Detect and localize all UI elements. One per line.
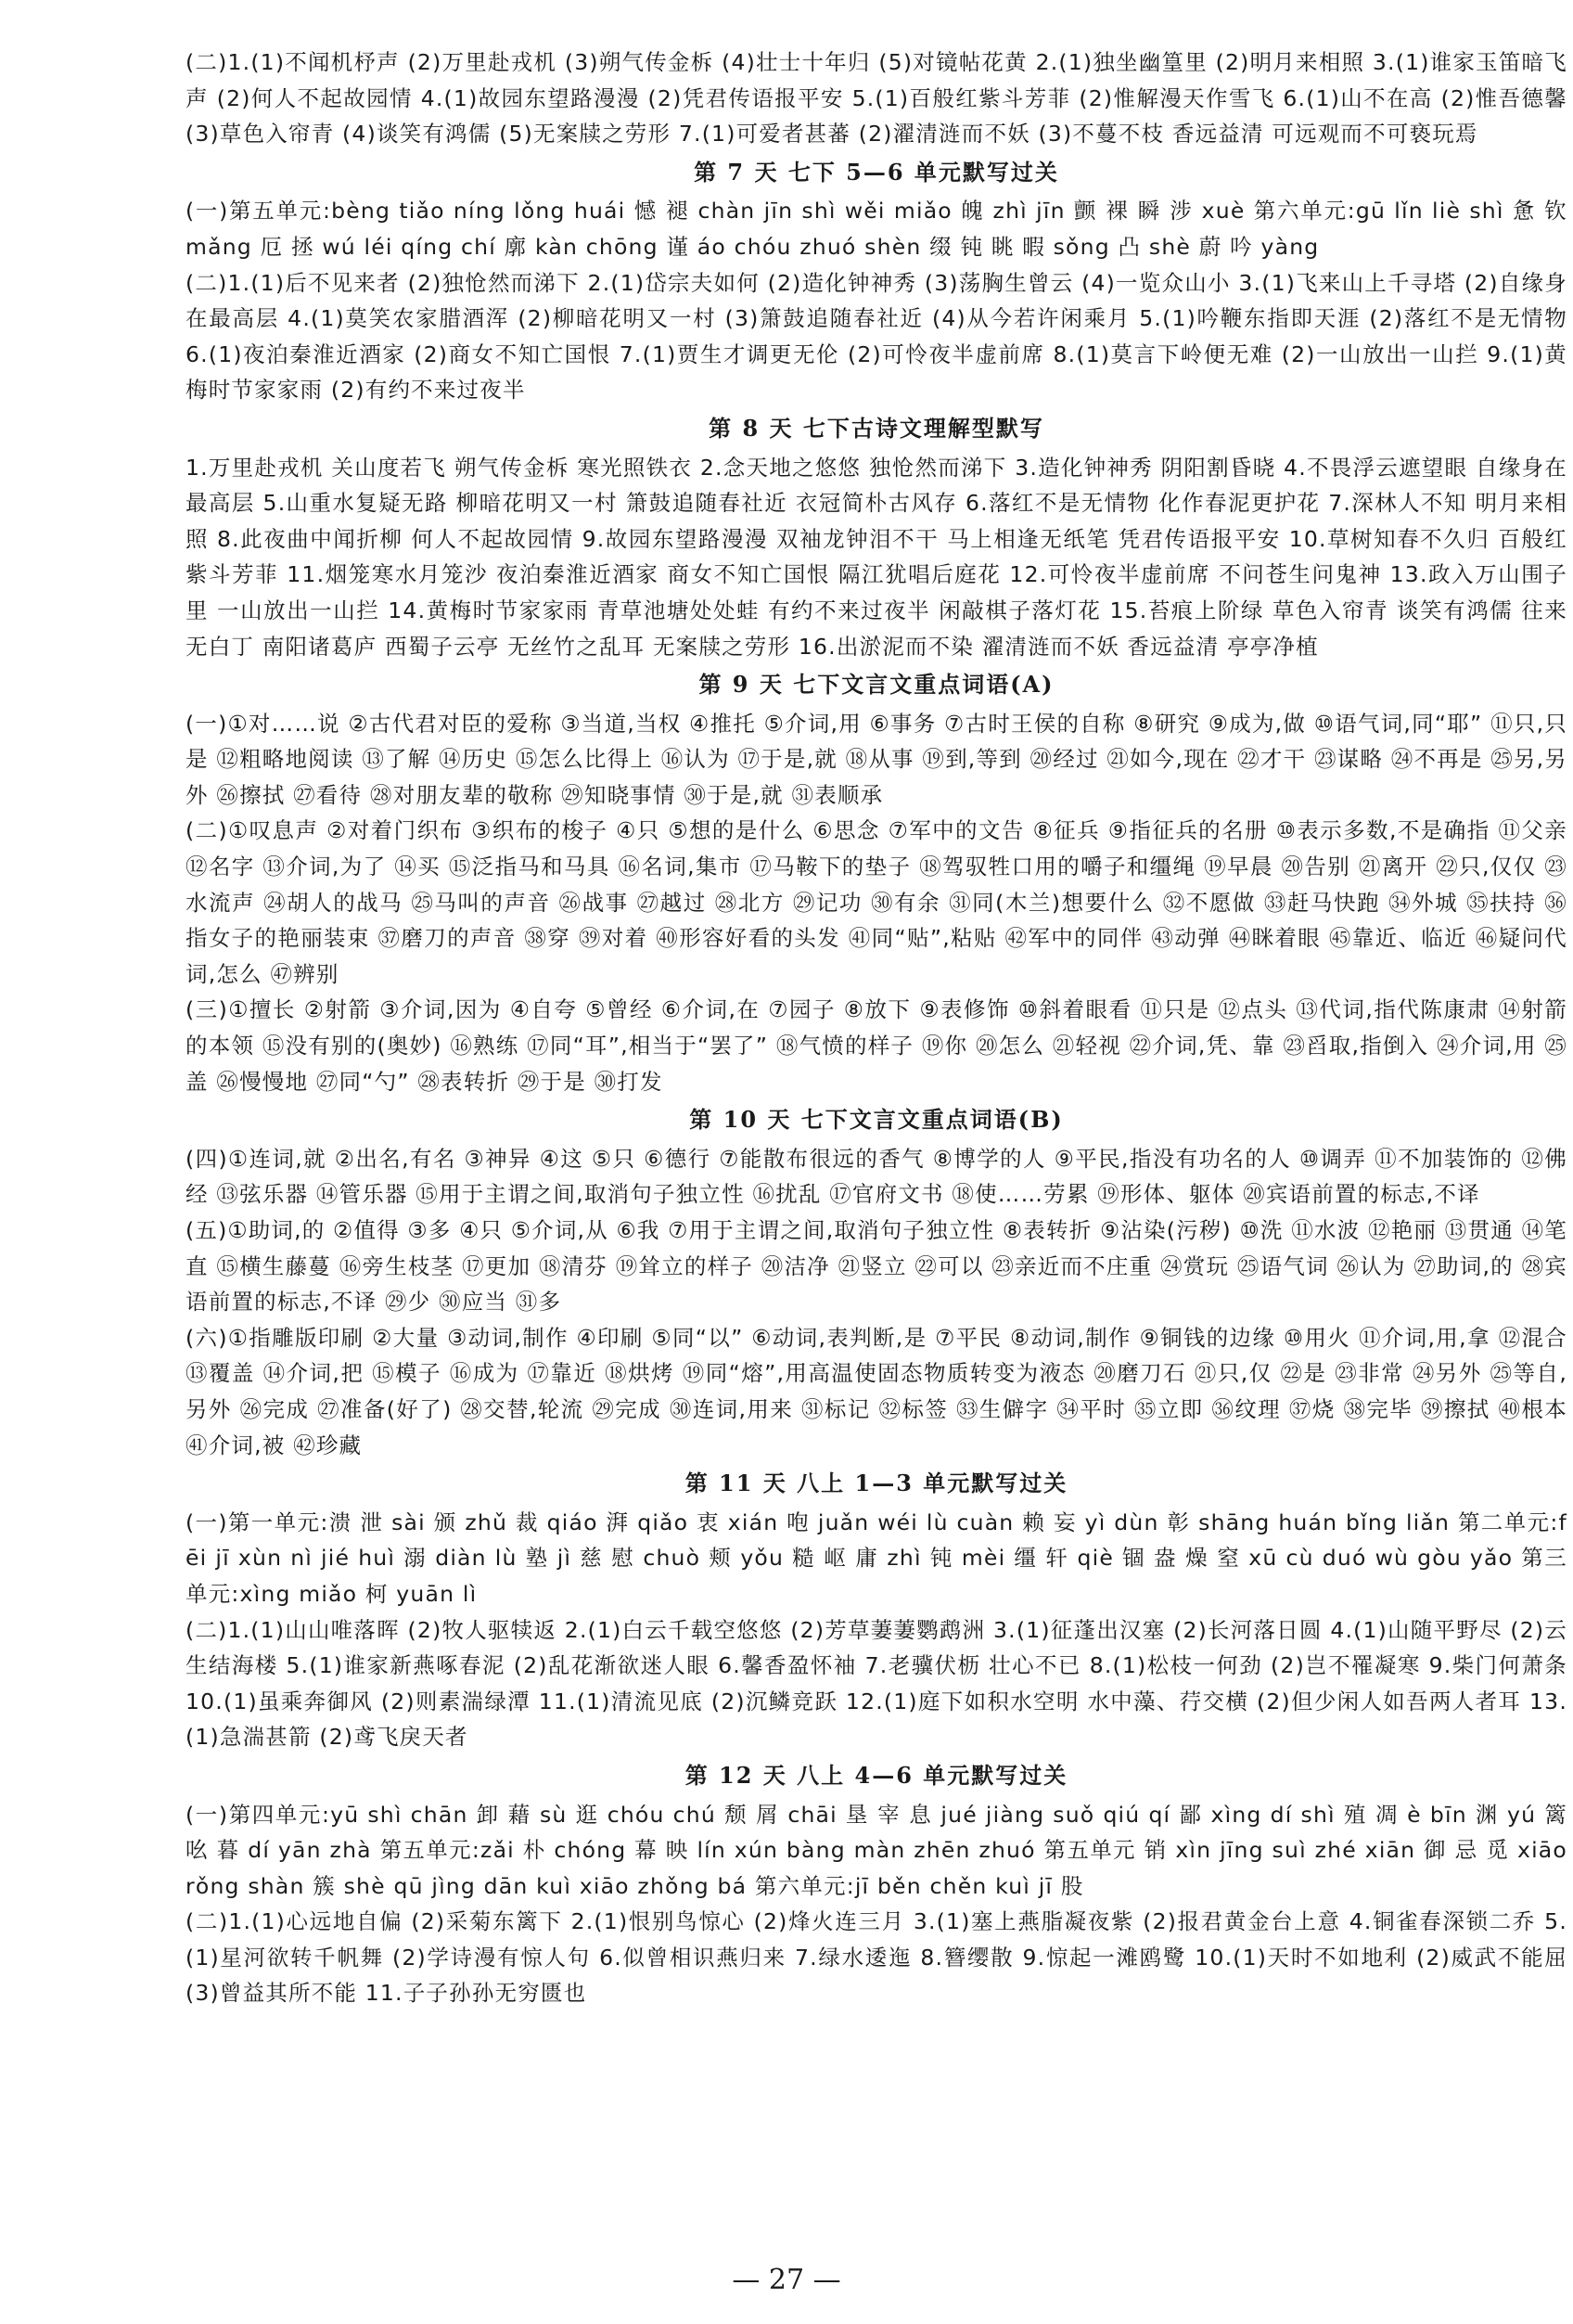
day-heading: 第 10 天 七下文言文重点词语(B) (689, 1106, 1064, 1134)
answer-paragraph: (二)1.(1)心远地自偏 (2)采菊东篱下 2.(1)恨别鸟惊心 (2)烽火连三月 3.(1)塞上燕脂凝夜紫 (2)报君黄金台上意 4.铜雀春深锁二乔 5.(1)星河欲转千帆舞 (2)学诗漫有惊人句 6.似曾相识燕归来 7.绿水逶迤 8.簪缨散 9.惊起一滩鸥鹭 10.(1)天时不如地利 (2)威武不能屈 (3)曾益其所不能 11.子子孙孙无穷匮也 (185, 1908, 1567, 2007)
answer-page (185, 45, 1567, 2011)
day-heading: 第 7 天 七下 5—6 单元默写过关 (694, 158, 1059, 186)
answer-paragraph: (一)第五单元:bèng tiǎo níng lǒng huái 憾 褪 chàn jīn shì wěi miǎo 魄 zhì jīn 颤 裸 瞬 涉 xuè 第六单元:gū lǐn liè shì 惫 钦 mǎng 厄 拯 wú léi qíng chí 廓 kàn chōng 谨 áo chóu zhuó shèn 缀 钝 眺 暇 sǒng 凸 shè 蔚 吟 yàng (185, 198, 1567, 260)
answer-paragraph: (二)1.(1)山山唯落晖 (2)牧人驱犊返 2.(1)白云千载空悠悠 (2)芳草萋萋鹦鹉洲 3.(1)征蓬出汉塞 (2)长河落日圆 4.(1)山随平野尽 (2)云生结海楼 5.(1)谁家新燕啄春泥 (2)乱花渐欲迷人眼 6.馨香盈怀袖 7.老骥伏枥 壮心不已 8.(1)松枝一何劲 (2)岂不罹凝寒 9.柴门何萧条 10.(1)虽乘奔御风 (2)则素湍绿潭 11.(1)清流见底 (2)沉鳞竞跃 12.(1)庭下如积水空明 水中藻、荇交横 (2)但少闲人如吾两人者耳 13.(1)急湍甚箭 (2)鸢飞戾天者 (185, 1616, 1567, 1751)
answer-paragraph: (六)①指雕版印刷 ②大量 ③动词,制作 ④印刷 ⑤同“以” ⑥动词,表判断,是 ⑦平民 ⑧动词,制作 ⑨铜钱的边缘 ⑩用火 ⑪介词,用,拿 ⑫混合 ⑬覆盖 ⑭介词,把 ⑮模子 ⑯成为 ⑰靠近 ⑱烘烤 ⑲同“熔”,用高温使固态物质转变为液态 ⑳磨刀石 ㉑只,仅 ㉒是 ㉓非常 ㉔另外 ㉕等自,另外 ㉖完成 ㉗准备(好了) ㉘交替,轮流 ㉙完成 ㉚连词,用来 ㉛标记 ㉜标签 ㉝生僻字 ㉞平时 ㉟立即 ㊱纹理 ㊲烧 ㊳完毕 ㊴擦拭 ㊵根本 ㊶介词,被 ㊷珍藏 (185, 1324, 1567, 1458)
answer-paragraph: 1.万里赴戎机 关山度若飞 朔气传金柝 寒光照铁衣 2.念天地之悠悠 独怆然而涕下 3.造化钟神秀 阴阳割昏晓 4.不畏浮云遮望眼 自缘身在最高层 5.山重水复疑无路 柳暗花明又一村 箫鼓追随春社近 衣冠简朴古风存 6.落红不是无情物 化作春泥更护花 7.深林人不知 明月来相照 8.此夜曲中闻折柳 何人不起故园情 9.故园东望路漫漫 双袖龙钟泪不干 马上相逢无纸笔 凭君传语报平安 10.草树知春不久归 百般红紫斗芳菲 11.烟笼寒水月笼沙 夜泊秦淮近酒家 商女不知亡国恨 隔江犹唱后庭花 12.可怜夜半虚前席 不问苍生问鬼神 13.政入万山围子里 一山放出一山拦 14.黄梅时节家家雨 青草池塘处处蛙 有约不来过夜半 闲敲棋子落灯花 15.苔痕上阶绿 草色入帘青 谈笑有鸿儒 往来无白丁 南阳诸葛庐 西蜀子云亭 无丝竹之乱耳 无案牍之劳形 16.出淤泥而不染 濯清涟而不妖 香远益清 亭亭净植 (185, 454, 1567, 660)
answer-paragraph: (一)第四单元:yū shì chān 卸 藉 sù 逛 chóu chú 颓 屑 chāi 垦 宰 息 jué jiàng suǒ qiú qí 鄙 xìng dí shì 殖 凋 è bīn 渊 yú 篱 吆 暮 dí yān zhà 第五单元:zǎi 朴 chóng 幕 映 lín xún bàng màn zhēn zhuó 第五单元 销 xìn jīng suì zhé xiān 御 忌 觅 xiāo rǒng shàn 簇 shè qū jìng dān kuì xiāo zhǒng bá 第六单元:jī běn chěn kuì jī 股 (185, 1801, 1567, 1899)
answer-paragraph: (一)第一单元:溃 泄 sài 颁 zhǔ 裁 qiáo 湃 qiǎo 衷 xián 咆 juǎn wéi lù cuàn 赖 妄 yì dùn 彰 shāng huán bǐng liǎn 第二单元:fēi jī xùn nì jié huì 溺 diàn lù 塾 jì 慈 慰 chuò 颊 yǒu 糙 岖 庸 zhì 钝 mèi 缰 轩 qiè 锢 盎 燥 窒 xū cù duó wù gòu yǎo 第三单元:xìng miǎo 柯 yuān lì (185, 1509, 1567, 1607)
answer-paragraph: (二)①叹息声 ②对着门织布 ③织布的梭子 ④只 ⑤想的是什么 ⑥思念 ⑦军中的文告 ⑧征兵 ⑨指征兵的名册 ⑩表示多数,不是确指 ⑪父亲 ⑫名字 ⑬介词,为了 ⑭买 ⑮泛指马和马具 ⑯名词,集市 ⑰马鞍下的垫子 ⑱驾驭牲口用的嚼子和缰绳 ⑲早晨 ⑳告别 ㉑离开 ㉒只,仅仅 ㉓水流声 ㉔胡人的战马 ㉕马叫的声音 ㉖战事 ㉗越过 ㉘北方 ㉙记功 ㉚有余 ㉛同(木兰)想要什么 ㉜不愿做 ㉝赶马快跑 ㉞外城 ㉟扶持 ㊱指女子的艳丽装束 ㊲磨刀的声音 ㊳穿 ㊴对着 ㊵形容好看的头发 ㊶同“贴”,粘贴 ㊷军中的同伴 ㊸动弹 ㊹眯着眼 ㊺靠近、临近 ㊻疑问代词,怎么 ㊼辨别 (185, 817, 1567, 987)
answer-paragraph: (二)1.(1)不闻机杼声 (2)万里赴戎机 (3)朔气传金柝 (4)壮士十年归 (5)对镜帖花黄 2.(1)独坐幽篁里 (2)明月来相照 3.(1)谁家玉笛暗飞声 (2)何人不起故园情 4.(1)故园东望路漫漫 (2)凭君传语报平安 5.(1)百般红紫斗芳菲 (2)惟解漫天作雪飞 6.(1)山不在高 (2)惟吾德馨 (3)草色入帘青 (4)谈笑有鸿儒 (5)无案牍之劳形 7.(1)可爱者甚蕃 (2)濯清涟而不妖 (3)不蔓不枝 香远益清 可远观而不可亵玩焉 (185, 49, 1567, 148)
answer-paragraph: (一)①对……说 ②古代君对臣的爱称 ③当道,当权 ④推托 ⑤介词,用 ⑥事务 ⑦古时王侯的自称 ⑧研究 ⑨成为,做 ⑩语气词,同“耶” ⑪只,只是 ⑫粗略地阅读 ⑬了解 ⑭历史 ⑮怎么比得上 ⑯认为 ⑰于是,就 ⑱从事 ⑲到,等到 ⑳经过 ㉑如今,现在 ㉒才干 ㉓谋略 ㉔不再是 ㉕另,另外 ㉖擦拭 ㉗看待 ㉘对朋友辈的敬称 ㉙知晓事情 ㉚于是,就 ㉛表顺承 (185, 710, 1567, 808)
page-number: — 27 — (732, 2264, 841, 2296)
answer-paragraph: (四)①连词,就 ②出名,有名 ③神异 ④这 ⑤只 ⑥德行 ⑦能散布很远的香气 ⑧博学的人 ⑨平民,指没有功名的人 ⑩调弄 ⑪不加装饰的 ⑫佛经 ⑬弦乐器 ⑭管乐器 ⑮用于主谓之间,取消句子独立性 ⑯扰乱 ⑰官府文书 ⑱使……劳累 ⑲形体、躯体 ⑳宾语前置的标志,不译 (185, 1145, 1567, 1208)
day-heading: 第 8 天 七下古诗文理解型默写 (709, 414, 1044, 442)
answer-paragraph: (三)①擅长 ②射箭 ③介词,因为 ④自夸 ⑤曾经 ⑥介词,在 ⑦园子 ⑧放下 ⑨表修饰 ⑩斜着眼看 ⑪只是 ⑫点头 ⑬代词,指代陈康肃 ⑭射箭的本领 ⑮没有别的(奥妙) ⑯熟练 ⑰同“耳”,相当于“罢了” ⑱气愤的样子 ⑲你 ⑳怎么 ㉑轻视 ㉒介词,凭、靠 ㉓舀取,指倒入 ㉔介词,用 ㉕盖 ㉖慢慢地 ㉗同“勺” ㉘表转折 ㉙于是 ㉚打发 (185, 996, 1567, 1095)
answer-paragraph: (二)1.(1)后不见来者 (2)独怆然而涕下 2.(1)岱宗夫如何 (2)造化钟神秀 (3)荡胸生曾云 (4)一览众山小 3.(1)飞来山上千寻塔 (2)自缘身在最高层 4.(1)莫笑农家腊酒浑 (2)柳暗花明又一村 (3)箫鼓追随春社近 (4)从今若许闲乘月 5.(1)吟鞭东指即天涯 (2)落红不是无情物 6.(1)夜泊秦淮近酒家 (2)商女不知亡国恨 7.(1)贾生才调更无伦 (2)可怜夜半虚前席 8.(1)莫言下岭便无难 (2)一山放出一山拦 9.(1)黄梅时节家家雨 (2)有约不来过夜半 (185, 269, 1567, 404)
day-heading: 第 12 天 八上 4—6 单元默写过关 (684, 1761, 1068, 1789)
day-heading: 第 9 天 七下文言文重点词语(A) (698, 671, 1055, 699)
answer-paragraph: (五)①助词,的 ②值得 ③多 ④只 ⑤介词,从 ⑥我 ⑦用于主谓之间,取消句子独立性 ⑧表转折 ⑨沾染(污秽) ⑩洗 ⑪水波 ⑫艳丽 ⑬贯通 ⑭笔直 ⑮横生藤蔓 ⑯旁生枝茎 ⑰更加 ⑱清芬 ⑲耸立的样子 ⑳洁净 ㉑竖立 ㉒可以 ㉓亲近而不庄重 ㉔赏玩 ㉕语气词 ㉖认为 ㉗助词,的 ㉘宾语前置的标志,不译 ㉙少 ㉚应当 ㉛多 (185, 1217, 1567, 1316)
day-heading: 第 11 天 八上 1—3 单元默写过关 (684, 1470, 1068, 1497)
